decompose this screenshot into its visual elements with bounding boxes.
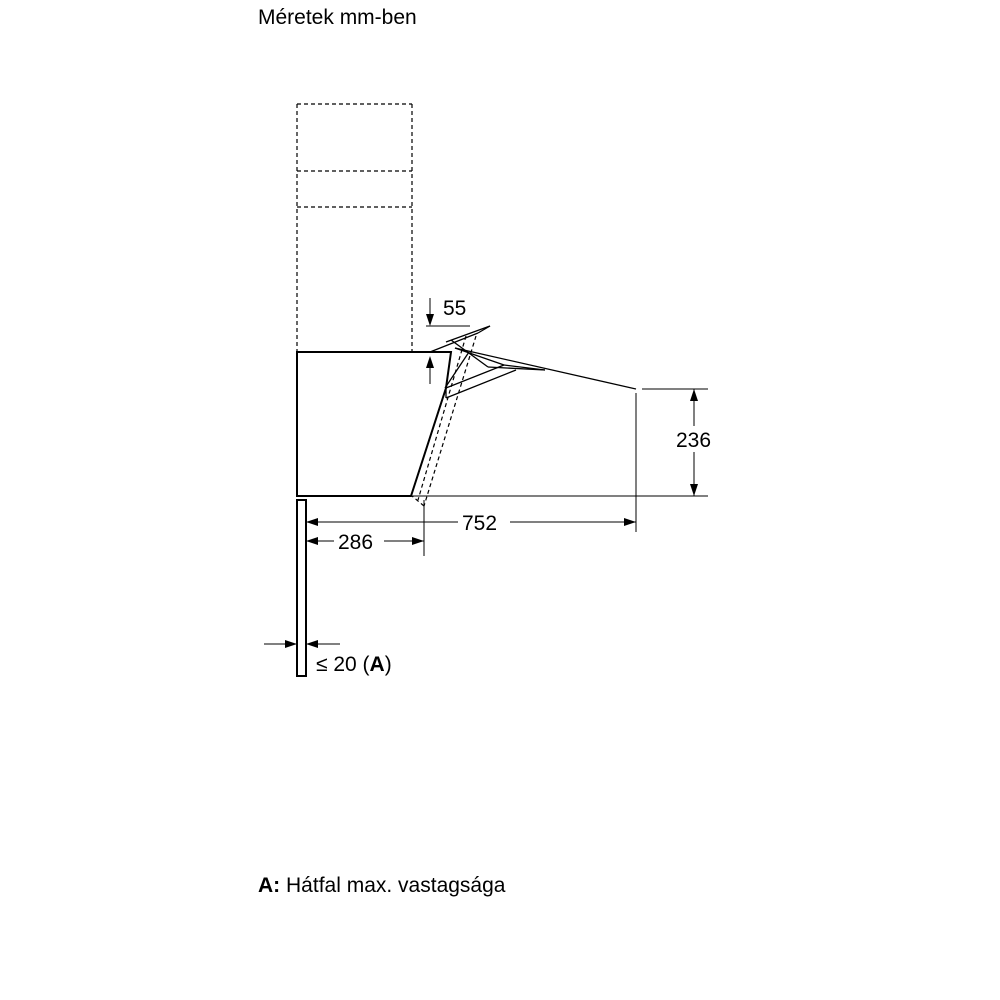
dimension-236-label: 236 [676,429,712,452]
legend [258,874,505,898]
dimension-back-panel [264,640,392,676]
dimension-55-label: 55 [443,297,467,320]
chimney-outline [297,104,412,352]
dimension-286-label: 286 [338,531,374,554]
dimensions-heading: Méretek mm-ben [258,6,417,29]
legend-key: A: [258,874,281,897]
dimension-752-label: 752 [462,512,498,535]
back-wall-panel [297,500,306,676]
hood-body [297,352,451,496]
hood-flap [430,326,636,398]
legend-text: Hátfal max. vastagsága [286,874,506,897]
dimension-286 [306,529,424,554]
dimension-back-panel-label: ≤ 20 (A) [316,653,392,676]
